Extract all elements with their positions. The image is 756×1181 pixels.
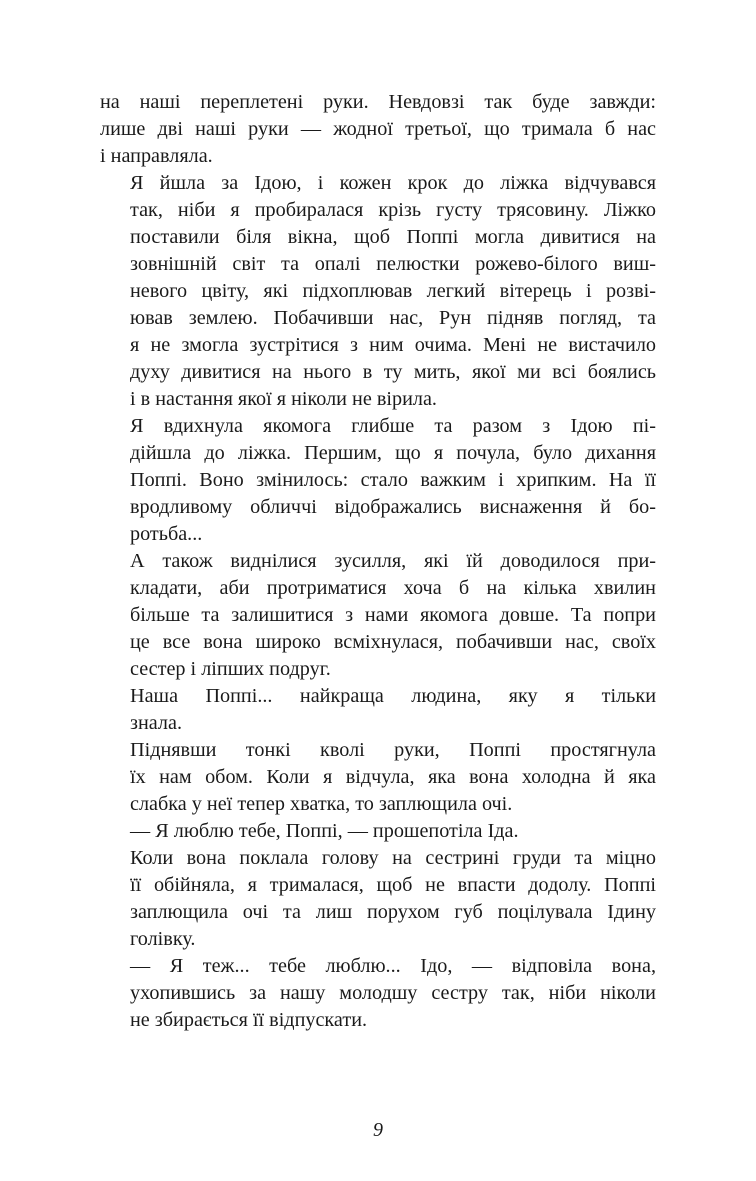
text-line: поставили біля вікна, щоб Поппі могла дивитися на [130,226,656,248]
text-line: її обійняла, я трималася, щоб не впасти додолу. Поппі [130,874,656,896]
text-line: — Я люблю тебе, Поппі, — прошепотіла Іда. [130,820,519,842]
book-page-body [100,89,656,1034]
paragraph-dialogue [100,818,656,845]
paragraph [100,413,656,548]
text-line: Наша Поппі... найкраща людина, яку я тільки [130,685,656,707]
text-line: не збирається її відпускати. [130,1009,368,1031]
text-line: ював землею. Побачивши нас, Рун підняв погляд, та [130,307,656,329]
text-line: і направляла. [100,145,213,167]
text-line: голівку. [130,928,196,950]
paragraph [100,683,656,737]
text-line: ротьба... [130,523,203,545]
paragraph-dialogue [100,953,656,1034]
text-line: вродливому обличчі відображались виснаження й бо- [130,496,656,518]
text-line: і в настання якої я ніколи не вірила. [130,388,437,410]
text-line: лише дві наші руки — жодної третьої, що тримала б нас [100,118,656,140]
paragraph [100,845,656,953]
text-line: це все вона широко всміхнулася, побачивши нас, своїх [130,631,656,653]
text-line: Я йшла за Ідою, і кожен крок до ліжка відчувався [130,172,656,194]
text-line: знала. [130,712,182,734]
text-line: невого цвіту, які підхоплював легкий вітерець і розві- [130,280,656,302]
text-line: я не змогла зустрітися з ним очима. Мені не вистачило [130,334,656,356]
text-line: більше та залишитися з нами якомога довше. Та попри [130,604,656,626]
text-line: Поппі. Воно змінилось: стало важким і хрипким. На її [130,469,656,491]
text-line: заплющила очі та лиш порухом губ поцілувала Ідину [130,901,656,923]
page-number: 9 [373,1119,383,1141]
text-line: на наші переплетені руки. Невдовзі так буде завжди: [100,91,656,113]
text-line: зовнішній світ та опалі пелюстки рожево-білого виш- [130,253,656,275]
text-line: духу дивитися на нього в ту мить, якої ми всі боялись [130,361,656,383]
paragraph [100,89,656,170]
text-line: їх нам обом. Коли я відчула, яка вона холодна й яка [130,766,656,788]
text-line: дійшла до ліжка. Першим, що я почула, було дихання [130,442,656,464]
text-line: Коли вона поклала голову на сестрині груди та міцно [130,847,656,869]
text-line: — Я теж... тебе люблю... Ідо, — відповіла вона, [130,955,656,977]
text-line: А також виднілися зусилля, які їй доводилося при- [130,550,656,572]
text-line: слабка у неї тепер хватка, то заплющила очі. [130,793,513,815]
text-line: кладати, аби протриматися хоча б на кілька хвилин [130,577,656,599]
paragraph [100,548,656,683]
paragraph [100,737,656,818]
text-line: ухопившись за нашу молодшу сестру так, ніби ніколи [130,982,656,1004]
text-line: Піднявши тонкі кволі руки, Поппі простягнула [130,739,656,761]
text-line: сестер і ліпших подруг. [130,658,331,680]
paragraph [100,170,656,413]
text-line: Я вдихнула якомога глибше та разом з Ідою пі- [130,415,656,437]
text-line: так, ніби я пробиралася крізь густу трясовину. Ліжко [130,199,656,221]
